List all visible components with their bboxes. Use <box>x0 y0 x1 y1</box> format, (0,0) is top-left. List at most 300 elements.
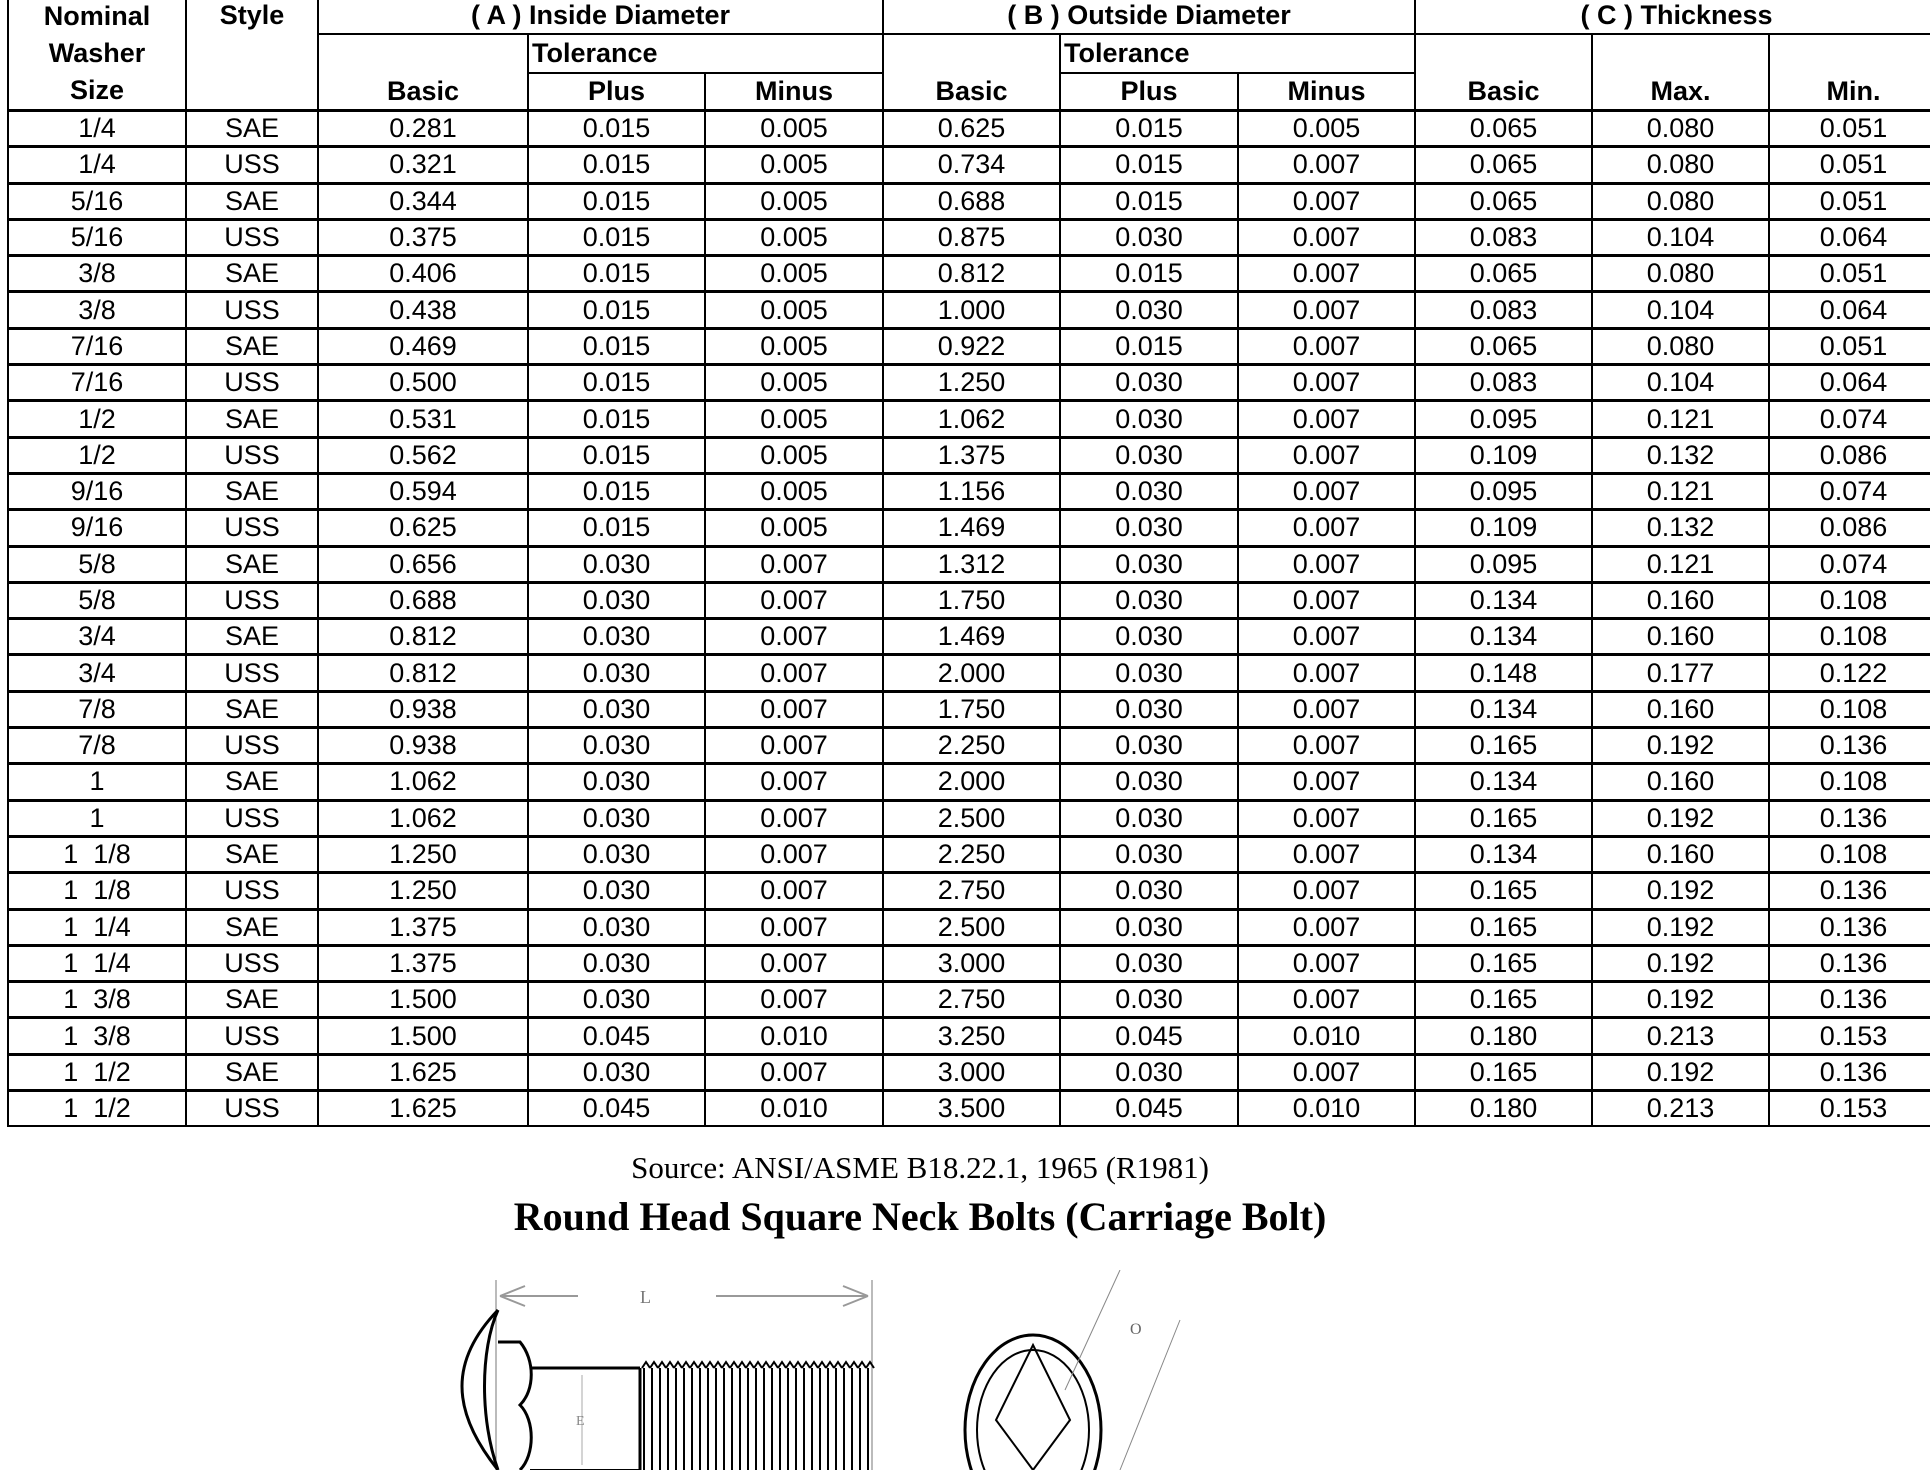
cell-outside-basic: 3.000 <box>883 1054 1060 1090</box>
cell-inside-minus: 0.007 <box>705 655 883 691</box>
carriage-bolt-diagram <box>440 1270 1200 1470</box>
cell-outside-plus: 0.030 <box>1060 619 1238 655</box>
table-row <box>8 510 1930 546</box>
cell-nominal-size: 1 3/8 <box>8 982 186 1018</box>
cell-outside-plus: 0.030 <box>1060 437 1238 473</box>
table-row <box>8 655 1930 691</box>
cell-outside-basic: 3.500 <box>883 1091 1060 1127</box>
header-outside-tolerance: Tolerance <box>1060 34 1415 73</box>
cell-style: SAE <box>186 546 318 582</box>
cell-inside-basic: 1.625 <box>318 1091 528 1127</box>
cell-outside-minus: 0.007 <box>1238 945 1415 981</box>
cell-thickness-max: 0.080 <box>1592 111 1769 147</box>
cell-inside-minus: 0.007 <box>705 582 883 618</box>
header-nominal-size: Nominal Washer Size <box>8 0 186 111</box>
table-row <box>8 147 1930 183</box>
cell-inside-plus: 0.030 <box>528 764 705 800</box>
cell-outside-plus: 0.015 <box>1060 111 1238 147</box>
cell-outside-basic: 2.750 <box>883 982 1060 1018</box>
cell-outside-minus: 0.007 <box>1238 147 1415 183</box>
cell-outside-basic: 1.312 <box>883 546 1060 582</box>
cell-thickness-min: 0.086 <box>1769 510 1930 546</box>
cell-thickness-basic: 0.065 <box>1415 111 1592 147</box>
cell-inside-plus: 0.030 <box>528 582 705 618</box>
cell-inside-minus: 0.005 <box>705 256 883 292</box>
cell-thickness-max: 0.132 <box>1592 437 1769 473</box>
cell-thickness-min: 0.136 <box>1769 873 1930 909</box>
cell-outside-plus: 0.030 <box>1060 945 1238 981</box>
cell-nominal-size: 1 <box>8 764 186 800</box>
cell-outside-plus: 0.015 <box>1060 328 1238 364</box>
cell-outside-plus: 0.015 <box>1060 256 1238 292</box>
cell-inside-basic: 0.938 <box>318 691 528 727</box>
cell-nominal-size: 1/4 <box>8 147 186 183</box>
length-label: L <box>640 1287 651 1307</box>
cell-inside-plus: 0.015 <box>528 256 705 292</box>
cell-thickness-basic: 0.165 <box>1415 873 1592 909</box>
cell-thickness-basic: 0.083 <box>1415 292 1592 328</box>
cell-outside-minus: 0.007 <box>1238 800 1415 836</box>
cell-thickness-basic: 0.095 <box>1415 473 1592 509</box>
cell-style: SAE <box>186 764 318 800</box>
cell-thickness-min: 0.064 <box>1769 219 1930 255</box>
cell-inside-plus: 0.015 <box>528 219 705 255</box>
cell-thickness-max: 0.192 <box>1592 945 1769 981</box>
cell-inside-minus: 0.007 <box>705 836 883 872</box>
cell-outside-minus: 0.007 <box>1238 365 1415 401</box>
cell-thickness-basic: 0.083 <box>1415 365 1592 401</box>
cell-inside-basic: 0.656 <box>318 546 528 582</box>
table-row <box>8 401 1930 437</box>
header-inside-diameter: ( A ) Inside Diameter <box>318 0 883 34</box>
cell-inside-minus: 0.005 <box>705 328 883 364</box>
cell-outside-plus: 0.030 <box>1060 510 1238 546</box>
cell-nominal-size: 9/16 <box>8 473 186 509</box>
cell-outside-basic: 1.750 <box>883 582 1060 618</box>
cell-outside-plus: 0.015 <box>1060 183 1238 219</box>
header-style: Style <box>186 0 318 111</box>
cell-thickness-max: 0.192 <box>1592 982 1769 1018</box>
cell-style: SAE <box>186 328 318 364</box>
cell-thickness-basic: 0.165 <box>1415 728 1592 764</box>
cell-inside-plus: 0.030 <box>528 691 705 727</box>
cell-nominal-size: 1/4 <box>8 111 186 147</box>
cell-thickness-max: 0.104 <box>1592 292 1769 328</box>
header-thickness-basic: Basic <box>1415 34 1592 111</box>
cell-thickness-max: 0.080 <box>1592 183 1769 219</box>
table-row <box>8 473 1930 509</box>
cell-thickness-min: 0.108 <box>1769 836 1930 872</box>
table-row <box>8 437 1930 473</box>
table-row <box>8 183 1930 219</box>
cell-nominal-size: 3/8 <box>8 292 186 328</box>
cell-outside-minus: 0.007 <box>1238 1054 1415 1090</box>
cell-thickness-basic: 0.095 <box>1415 401 1592 437</box>
cell-thickness-max: 0.160 <box>1592 764 1769 800</box>
cell-outside-basic: 2.500 <box>883 909 1060 945</box>
table-row <box>8 800 1930 836</box>
cell-outside-minus: 0.007 <box>1238 728 1415 764</box>
cell-thickness-min: 0.153 <box>1769 1091 1930 1127</box>
cell-inside-plus: 0.015 <box>528 365 705 401</box>
cell-thickness-basic: 0.065 <box>1415 256 1592 292</box>
cell-inside-basic: 0.562 <box>318 437 528 473</box>
cell-inside-plus: 0.015 <box>528 111 705 147</box>
bolt-threads <box>642 1362 874 1470</box>
cell-thickness-min: 0.064 <box>1769 292 1930 328</box>
cell-nominal-size: 1 1/4 <box>8 909 186 945</box>
cell-thickness-basic: 0.134 <box>1415 619 1592 655</box>
cell-thickness-basic: 0.109 <box>1415 437 1592 473</box>
cell-nominal-size: 7/16 <box>8 328 186 364</box>
cell-inside-plus: 0.015 <box>528 147 705 183</box>
cell-nominal-size: 1 1/8 <box>8 836 186 872</box>
cell-inside-plus: 0.045 <box>528 1091 705 1127</box>
cell-thickness-basic: 0.165 <box>1415 909 1592 945</box>
table-row <box>8 982 1930 1018</box>
cell-nominal-size: 1 1/4 <box>8 945 186 981</box>
cell-outside-minus: 0.007 <box>1238 401 1415 437</box>
cell-nominal-size: 1 1/2 <box>8 1054 186 1090</box>
neck-label: E <box>576 1414 585 1429</box>
table-row <box>8 909 1930 945</box>
cell-inside-plus: 0.030 <box>528 619 705 655</box>
cell-thickness-min: 0.108 <box>1769 764 1930 800</box>
cell-outside-minus: 0.007 <box>1238 328 1415 364</box>
cell-outside-basic: 2.250 <box>883 836 1060 872</box>
cell-inside-plus: 0.015 <box>528 328 705 364</box>
cell-inside-basic: 0.500 <box>318 365 528 401</box>
cell-inside-basic: 1.250 <box>318 873 528 909</box>
cell-style: USS <box>186 219 318 255</box>
cell-thickness-basic: 0.134 <box>1415 582 1592 618</box>
table-row <box>8 365 1930 401</box>
cell-thickness-basic: 0.109 <box>1415 510 1592 546</box>
cell-outside-minus: 0.007 <box>1238 655 1415 691</box>
cell-thickness-max: 0.192 <box>1592 800 1769 836</box>
cell-thickness-max: 0.160 <box>1592 582 1769 618</box>
header-thickness-max: Max. <box>1592 34 1769 111</box>
cell-outside-basic: 0.734 <box>883 147 1060 183</box>
table-row <box>8 1054 1930 1090</box>
header-inside-plus: Plus <box>528 73 705 111</box>
cell-nominal-size: 3/4 <box>8 619 186 655</box>
cell-outside-basic: 0.922 <box>883 328 1060 364</box>
cell-inside-plus: 0.015 <box>528 437 705 473</box>
cell-outside-minus: 0.007 <box>1238 873 1415 909</box>
source-citation: Source: ANSI/ASME B18.22.1, 1965 (R1981) <box>631 1150 1209 1185</box>
cell-style: USS <box>186 582 318 618</box>
cell-thickness-max: 0.104 <box>1592 365 1769 401</box>
cell-outside-minus: 0.007 <box>1238 473 1415 509</box>
cell-outside-minus: 0.007 <box>1238 256 1415 292</box>
cell-style: USS <box>186 945 318 981</box>
table-row <box>8 1018 1930 1054</box>
cell-inside-plus: 0.030 <box>528 800 705 836</box>
cell-outside-minus: 0.007 <box>1238 183 1415 219</box>
cell-outside-plus: 0.030 <box>1060 219 1238 255</box>
cell-inside-basic: 0.594 <box>318 473 528 509</box>
cell-inside-minus: 0.005 <box>705 219 883 255</box>
cell-nominal-size: 1 1/2 <box>8 1091 186 1127</box>
cell-inside-minus: 0.007 <box>705 728 883 764</box>
cell-thickness-min: 0.086 <box>1769 437 1930 473</box>
cell-inside-minus: 0.005 <box>705 292 883 328</box>
table-row <box>8 836 1930 872</box>
cell-thickness-max: 0.080 <box>1592 328 1769 364</box>
header-inside-minus: Minus <box>705 73 883 111</box>
cell-inside-basic: 1.500 <box>318 1018 528 1054</box>
cell-inside-minus: 0.007 <box>705 764 883 800</box>
cell-nominal-size: 1/2 <box>8 401 186 437</box>
cell-thickness-basic: 0.180 <box>1415 1018 1592 1054</box>
cell-outside-basic: 1.000 <box>883 292 1060 328</box>
cell-outside-plus: 0.030 <box>1060 582 1238 618</box>
header-outside-plus: Plus <box>1060 73 1238 111</box>
cell-thickness-max: 0.160 <box>1592 619 1769 655</box>
cell-thickness-min: 0.051 <box>1769 256 1930 292</box>
header-thickness-min: Min. <box>1769 34 1930 111</box>
cell-outside-basic: 2.000 <box>883 655 1060 691</box>
cell-thickness-min: 0.074 <box>1769 473 1930 509</box>
cell-style: SAE <box>186 982 318 1018</box>
cell-outside-minus: 0.007 <box>1238 836 1415 872</box>
table-row <box>8 582 1930 618</box>
cell-thickness-min: 0.136 <box>1769 982 1930 1018</box>
cell-outside-basic: 3.000 <box>883 945 1060 981</box>
cell-nominal-size: 7/8 <box>8 691 186 727</box>
table-row <box>8 111 1930 147</box>
cell-thickness-basic: 0.134 <box>1415 836 1592 872</box>
cell-inside-basic: 0.438 <box>318 292 528 328</box>
cell-thickness-min: 0.064 <box>1769 365 1930 401</box>
cell-inside-minus: 0.007 <box>705 873 883 909</box>
cell-outside-plus: 0.030 <box>1060 982 1238 1018</box>
header-outside-diameter: ( B ) Outside Diameter <box>883 0 1415 34</box>
cell-inside-plus: 0.030 <box>528 655 705 691</box>
cell-nominal-size: 1 3/8 <box>8 1018 186 1054</box>
cell-outside-minus: 0.007 <box>1238 982 1415 1018</box>
cell-thickness-max: 0.160 <box>1592 691 1769 727</box>
cell-outside-basic: 2.000 <box>883 764 1060 800</box>
cell-nominal-size: 5/8 <box>8 546 186 582</box>
cell-style: SAE <box>186 473 318 509</box>
cell-style: USS <box>186 800 318 836</box>
cell-style: USS <box>186 292 318 328</box>
cell-thickness-min: 0.136 <box>1769 800 1930 836</box>
cell-thickness-max: 0.160 <box>1592 836 1769 872</box>
cell-inside-basic: 0.531 <box>318 401 528 437</box>
cell-inside-plus: 0.015 <box>528 292 705 328</box>
cell-outside-basic: 1.250 <box>883 365 1060 401</box>
cell-inside-minus: 0.010 <box>705 1018 883 1054</box>
cell-thickness-basic: 0.134 <box>1415 764 1592 800</box>
cell-style: SAE <box>186 256 318 292</box>
cell-style: USS <box>186 147 318 183</box>
cell-inside-basic: 0.812 <box>318 619 528 655</box>
table-row <box>8 1091 1930 1127</box>
cell-outside-plus: 0.030 <box>1060 764 1238 800</box>
cell-thickness-max: 0.121 <box>1592 546 1769 582</box>
cell-inside-basic: 1.625 <box>318 1054 528 1090</box>
cell-thickness-max: 0.192 <box>1592 728 1769 764</box>
cell-inside-plus: 0.030 <box>528 909 705 945</box>
cell-inside-plus: 0.030 <box>528 836 705 872</box>
cell-nominal-size: 9/16 <box>8 510 186 546</box>
cell-thickness-basic: 0.180 <box>1415 1091 1592 1127</box>
cell-thickness-min: 0.136 <box>1769 728 1930 764</box>
cell-thickness-basic: 0.165 <box>1415 800 1592 836</box>
cell-inside-basic: 1.062 <box>318 764 528 800</box>
cell-thickness-min: 0.136 <box>1769 945 1930 981</box>
cell-thickness-max: 0.192 <box>1592 873 1769 909</box>
head-diameter-label: O <box>1130 1321 1142 1338</box>
cell-thickness-min: 0.136 <box>1769 1054 1930 1090</box>
table-row <box>8 764 1930 800</box>
cell-thickness-max: 0.192 <box>1592 909 1769 945</box>
cell-thickness-max: 0.213 <box>1592 1018 1769 1054</box>
cell-outside-minus: 0.007 <box>1238 582 1415 618</box>
cell-outside-minus: 0.007 <box>1238 909 1415 945</box>
cell-inside-basic: 0.688 <box>318 582 528 618</box>
cell-thickness-basic: 0.095 <box>1415 546 1592 582</box>
header-thickness: ( C ) Thickness <box>1415 0 1930 34</box>
cell-thickness-min: 0.136 <box>1769 909 1930 945</box>
cell-style: SAE <box>186 183 318 219</box>
cell-outside-plus: 0.030 <box>1060 292 1238 328</box>
cell-outside-basic: 2.500 <box>883 800 1060 836</box>
cell-inside-plus: 0.030 <box>528 728 705 764</box>
cell-style: USS <box>186 1091 318 1127</box>
cell-nominal-size: 3/4 <box>8 655 186 691</box>
cell-inside-minus: 0.005 <box>705 183 883 219</box>
cell-thickness-max: 0.192 <box>1592 1054 1769 1090</box>
cell-thickness-max: 0.121 <box>1592 473 1769 509</box>
cell-outside-plus: 0.030 <box>1060 546 1238 582</box>
cell-inside-basic: 0.812 <box>318 655 528 691</box>
cell-thickness-min: 0.153 <box>1769 1018 1930 1054</box>
cell-inside-basic: 1.375 <box>318 909 528 945</box>
cell-inside-minus: 0.007 <box>705 546 883 582</box>
cell-outside-minus: 0.007 <box>1238 619 1415 655</box>
cell-thickness-basic: 0.065 <box>1415 147 1592 183</box>
cell-outside-basic: 2.250 <box>883 728 1060 764</box>
washer-dimensions-table <box>7 0 1930 1127</box>
cell-style: SAE <box>186 401 318 437</box>
cell-inside-plus: 0.015 <box>528 183 705 219</box>
cell-outside-minus: 0.007 <box>1238 437 1415 473</box>
cell-outside-basic: 0.812 <box>883 256 1060 292</box>
cell-style: SAE <box>186 619 318 655</box>
cell-inside-basic: 0.281 <box>318 111 528 147</box>
cell-outside-basic: 1.062 <box>883 401 1060 437</box>
cell-outside-minus: 0.007 <box>1238 292 1415 328</box>
cell-outside-minus: 0.007 <box>1238 691 1415 727</box>
cell-style: SAE <box>186 691 318 727</box>
cell-inside-minus: 0.005 <box>705 473 883 509</box>
header-outside-minus: Minus <box>1238 73 1415 111</box>
cell-thickness-max: 0.080 <box>1592 147 1769 183</box>
cell-inside-plus: 0.030 <box>528 1054 705 1090</box>
cell-inside-minus: 0.007 <box>705 945 883 981</box>
cell-outside-basic: 1.469 <box>883 619 1060 655</box>
bolt-end-view <box>965 1270 1180 1470</box>
table-row <box>8 219 1930 255</box>
cell-style: SAE <box>186 1054 318 1090</box>
section-title: Round Head Square Neck Bolts (Carriage Bolt) <box>513 1194 1327 1239</box>
cell-outside-minus: 0.007 <box>1238 510 1415 546</box>
cell-inside-minus: 0.007 <box>705 1054 883 1090</box>
cell-inside-basic: 1.062 <box>318 800 528 836</box>
cell-outside-basic: 1.156 <box>883 473 1060 509</box>
cell-thickness-min: 0.051 <box>1769 147 1930 183</box>
cell-thickness-basic: 0.134 <box>1415 691 1592 727</box>
cell-inside-plus: 0.030 <box>528 873 705 909</box>
table-row <box>8 945 1930 981</box>
cell-inside-plus: 0.030 <box>528 982 705 1018</box>
cell-nominal-size: 5/16 <box>8 219 186 255</box>
cell-inside-basic: 0.469 <box>318 328 528 364</box>
cell-nominal-size: 5/8 <box>8 582 186 618</box>
cell-thickness-min: 0.051 <box>1769 183 1930 219</box>
header-outside-basic: Basic <box>883 34 1060 111</box>
cell-outside-minus: 0.007 <box>1238 219 1415 255</box>
cell-style: USS <box>186 365 318 401</box>
cell-inside-minus: 0.005 <box>705 365 883 401</box>
cell-outside-minus: 0.010 <box>1238 1091 1415 1127</box>
cell-inside-minus: 0.005 <box>705 437 883 473</box>
cell-outside-basic: 2.750 <box>883 873 1060 909</box>
cell-thickness-min: 0.122 <box>1769 655 1930 691</box>
cell-thickness-min: 0.074 <box>1769 401 1930 437</box>
cell-inside-basic: 1.375 <box>318 945 528 981</box>
cell-outside-plus: 0.030 <box>1060 909 1238 945</box>
cell-nominal-size: 7/8 <box>8 728 186 764</box>
cell-style: USS <box>186 510 318 546</box>
cell-outside-minus: 0.005 <box>1238 111 1415 147</box>
cell-thickness-min: 0.051 <box>1769 328 1930 364</box>
cell-nominal-size: 3/8 <box>8 256 186 292</box>
cell-style: USS <box>186 728 318 764</box>
cell-thickness-max: 0.080 <box>1592 256 1769 292</box>
cell-thickness-basic: 0.083 <box>1415 219 1592 255</box>
cell-style: SAE <box>186 111 318 147</box>
cell-inside-basic: 1.250 <box>318 836 528 872</box>
cell-thickness-min: 0.074 <box>1769 546 1930 582</box>
cell-thickness-max: 0.121 <box>1592 401 1769 437</box>
cell-inside-plus: 0.045 <box>528 1018 705 1054</box>
cell-outside-minus: 0.007 <box>1238 764 1415 800</box>
cell-inside-minus: 0.005 <box>705 510 883 546</box>
cell-outside-minus: 0.007 <box>1238 546 1415 582</box>
table-row <box>8 728 1930 764</box>
cell-inside-minus: 0.007 <box>705 619 883 655</box>
cell-style: USS <box>186 1018 318 1054</box>
cell-style: USS <box>186 873 318 909</box>
cell-thickness-max: 0.104 <box>1592 219 1769 255</box>
cell-inside-basic: 0.375 <box>318 219 528 255</box>
table-row <box>8 873 1930 909</box>
cell-thickness-min: 0.108 <box>1769 582 1930 618</box>
cell-inside-minus: 0.007 <box>705 800 883 836</box>
cell-style: USS <box>186 437 318 473</box>
cell-thickness-basic: 0.165 <box>1415 945 1592 981</box>
cell-thickness-basic: 0.165 <box>1415 982 1592 1018</box>
table-body <box>8 111 1930 1127</box>
cell-outside-plus: 0.030 <box>1060 691 1238 727</box>
cell-inside-minus: 0.007 <box>705 909 883 945</box>
cell-nominal-size: 7/16 <box>8 365 186 401</box>
